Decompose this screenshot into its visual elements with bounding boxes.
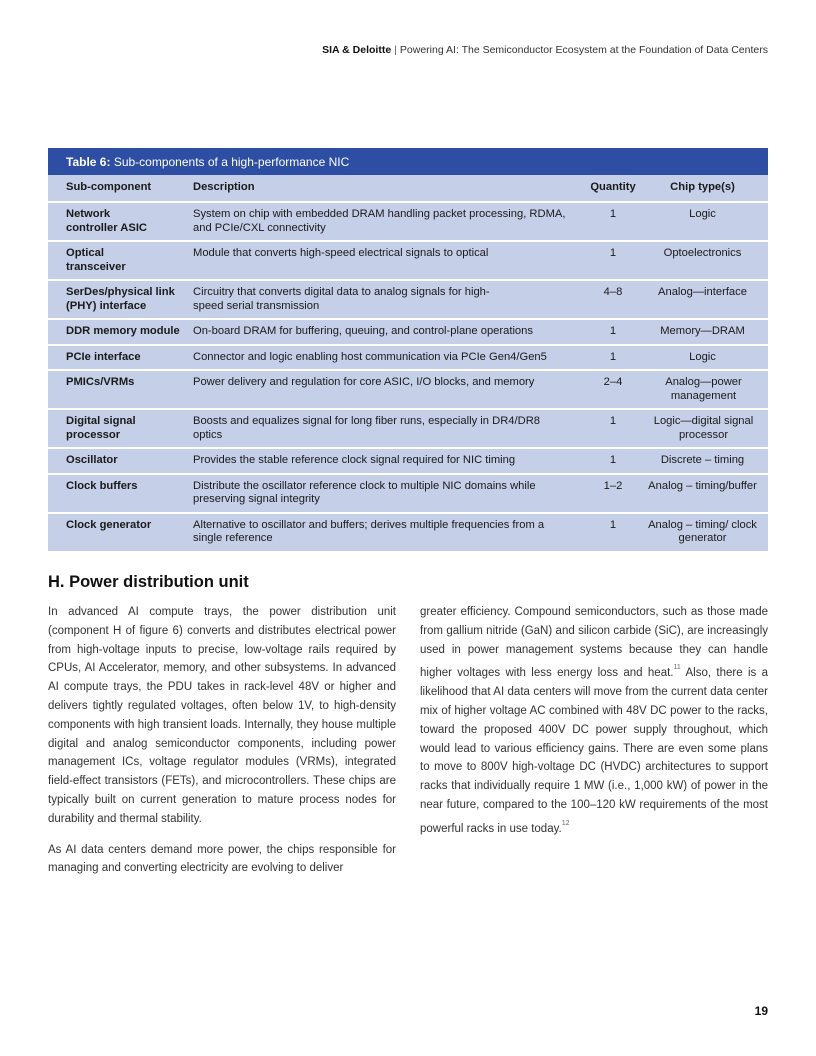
- cell-description: Circuitry that converts digital data to analog signals for high-speed serial transmission: [193, 280, 583, 319]
- cell-subcomponent: PCIe interface: [48, 345, 193, 371]
- cell-subcomponent: Network controller ASIC: [48, 202, 193, 241]
- cell-chip-type: Memory—DRAM: [643, 319, 768, 345]
- table-header-row: [48, 175, 768, 202]
- cell-chip-type: Logic: [643, 345, 768, 371]
- cell-quantity: 2–4: [583, 370, 643, 409]
- page-number: 19: [754, 1004, 768, 1018]
- body-text-segment: greater efficiency. Compound semiconductors, such as those made from gallium nitride (GaN) and silicon carbide (SiC), are increasingly used in power management systems because they can handle higher voltages with less energy loss and heat.: [420, 606, 768, 680]
- body-text-segment: Also, there is a likelihood that AI data centers will move from the current data center mix of higher voltage AC combined with 48V DC power to the racks, toward the proposed 400V DC power supply throughout, which would lead to various efficiency gains. There are even some plans to move to 800V high-voltage DC (HVDC) architectures to support racks that individually require 1 MW (i.e., 1,000 kW) of power in the near future, compared to the 100–120 kW requirements of the most powerful racks in use today.: [420, 667, 769, 835]
- cell-description: Distribute the oscillator reference clock to multiple NIC domains while preserving signal integrity: [193, 474, 583, 513]
- cell-quantity: 1: [583, 241, 643, 280]
- cell-description: Connector and logic enabling host communication via PCIe Gen4/Gen5: [193, 345, 583, 371]
- body-paragraph: [420, 603, 768, 839]
- table-row: [48, 241, 768, 280]
- table-row: [48, 345, 768, 371]
- table-row: [48, 370, 768, 409]
- table-row: [48, 513, 768, 551]
- cell-quantity: 1: [583, 319, 643, 345]
- cell-subcomponent: Clock generator: [66, 518, 152, 531]
- cell-chip-type: Optoelectronics: [643, 241, 768, 280]
- cell-description: System on chip with embedded DRAM handling packet processing, RDMA, and PCIe/CXL connectivity: [193, 202, 583, 241]
- cell-subcomponent: SerDes/physical link (PHY) interface: [48, 280, 193, 319]
- column-header-subcomponent: Sub-component: [48, 175, 193, 202]
- body-column-right: [420, 603, 768, 851]
- cell-description: Module that converts high-speed electrical signals to optical: [193, 241, 583, 280]
- column-header-chip-type: Chip type(s): [643, 175, 768, 202]
- table-row: [48, 448, 768, 474]
- cell-chip-type: Analog—interface: [643, 280, 768, 319]
- table-row: [48, 202, 768, 241]
- table-caption: [48, 148, 768, 175]
- nic-subcomponents-table: [48, 148, 768, 551]
- footnote-marker: 11: [673, 664, 681, 672]
- header-separator: |: [394, 44, 397, 56]
- body-paragraph: In advanced AI compute trays, the power distribution unit (component H of figure 6) converts and distributes electrical power from high-voltage inputs to precise, low-voltage rails required by CPUs, AI Accelerator, memory, and other subsystems. In advanced AI compute trays, the PDU takes in rack-level 48V or higher and delivers tightly regulated voltages, often below 1V, to high-density components with high transient loads. Internally, they house multiple digital and analog semiconductor components, including power management ICs, voltage regulator modules (VRMs), integrated field-effect transistors (FETs), and microcontrollers. These chips are typically built on current generation to mature process nodes for durability and thermal stability.: [48, 606, 396, 825]
- section-heading: H. Power distribution unit: [48, 573, 249, 591]
- body-column-left: [48, 603, 396, 890]
- cell-quantity: 1: [583, 448, 643, 474]
- cell-quantity: 1: [609, 518, 617, 531]
- table-caption-number: Table 6:: [66, 155, 111, 169]
- column-header-quantity: Quantity: [583, 175, 643, 202]
- cell-description: Alternative to oscillator and buffers; derives multiple frequencies from a single reference: [193, 518, 545, 544]
- table-row: [48, 319, 768, 345]
- cell-chip-type: Discrete – timing: [643, 448, 768, 474]
- table-row: [48, 409, 768, 448]
- cell-subcomponent: Digital signal processor: [48, 409, 193, 448]
- cell-chip-type: Logic—digital signal processor: [643, 409, 768, 448]
- cell-quantity: 1–2: [583, 474, 643, 513]
- cell-subcomponent: Oscillator: [48, 448, 193, 474]
- table-row: [48, 280, 768, 319]
- cell-chip-type: Analog – timing/buffer: [643, 474, 768, 513]
- cell-subcomponent: Clock buffers: [48, 474, 193, 513]
- body-paragraph: As AI data centers demand more power, the chips responsible for managing and converting electricity are evolving to deliver: [48, 843, 396, 875]
- cell-chip-type: Logic: [643, 202, 768, 241]
- cell-description: Provides the stable reference clock signal required for NIC timing: [193, 448, 583, 474]
- cell-subcomponent: PMICs/VRMs: [48, 370, 193, 409]
- cell-quantity: 1: [583, 409, 643, 448]
- cell-subcomponent: DDR memory module: [48, 319, 193, 345]
- column-header-description: Description: [193, 175, 583, 202]
- header-brand: SIA & Deloitte: [322, 44, 392, 56]
- cell-description: Boosts and equalizes signal for long fiber runs, especially in DR4/DR8 optics: [193, 409, 583, 448]
- footnote-marker: 12: [561, 819, 570, 827]
- cell-quantity: 1: [583, 345, 643, 371]
- cell-quantity: 1: [583, 202, 643, 241]
- running-header: [322, 44, 768, 56]
- cell-description: On-board DRAM for buffering, queuing, and control-plane operations: [193, 319, 583, 345]
- cell-chip-type: Analog—power management: [643, 370, 768, 409]
- cell-chip-type: Analog – timing/ clock generator: [648, 518, 757, 544]
- cell-quantity: 4–8: [583, 280, 643, 319]
- cell-description: Power delivery and regulation for core ASIC, I/O blocks, and memory: [193, 370, 583, 409]
- cell-subcomponent: Optical transceiver: [48, 241, 193, 280]
- table-caption-text: Sub-components of a high-performance NIC: [113, 155, 350, 169]
- table-body: [48, 175, 768, 551]
- header-title: Powering AI: The Semiconductor Ecosystem at the Foundation of Data Centers: [399, 44, 768, 56]
- table-row: [48, 474, 768, 513]
